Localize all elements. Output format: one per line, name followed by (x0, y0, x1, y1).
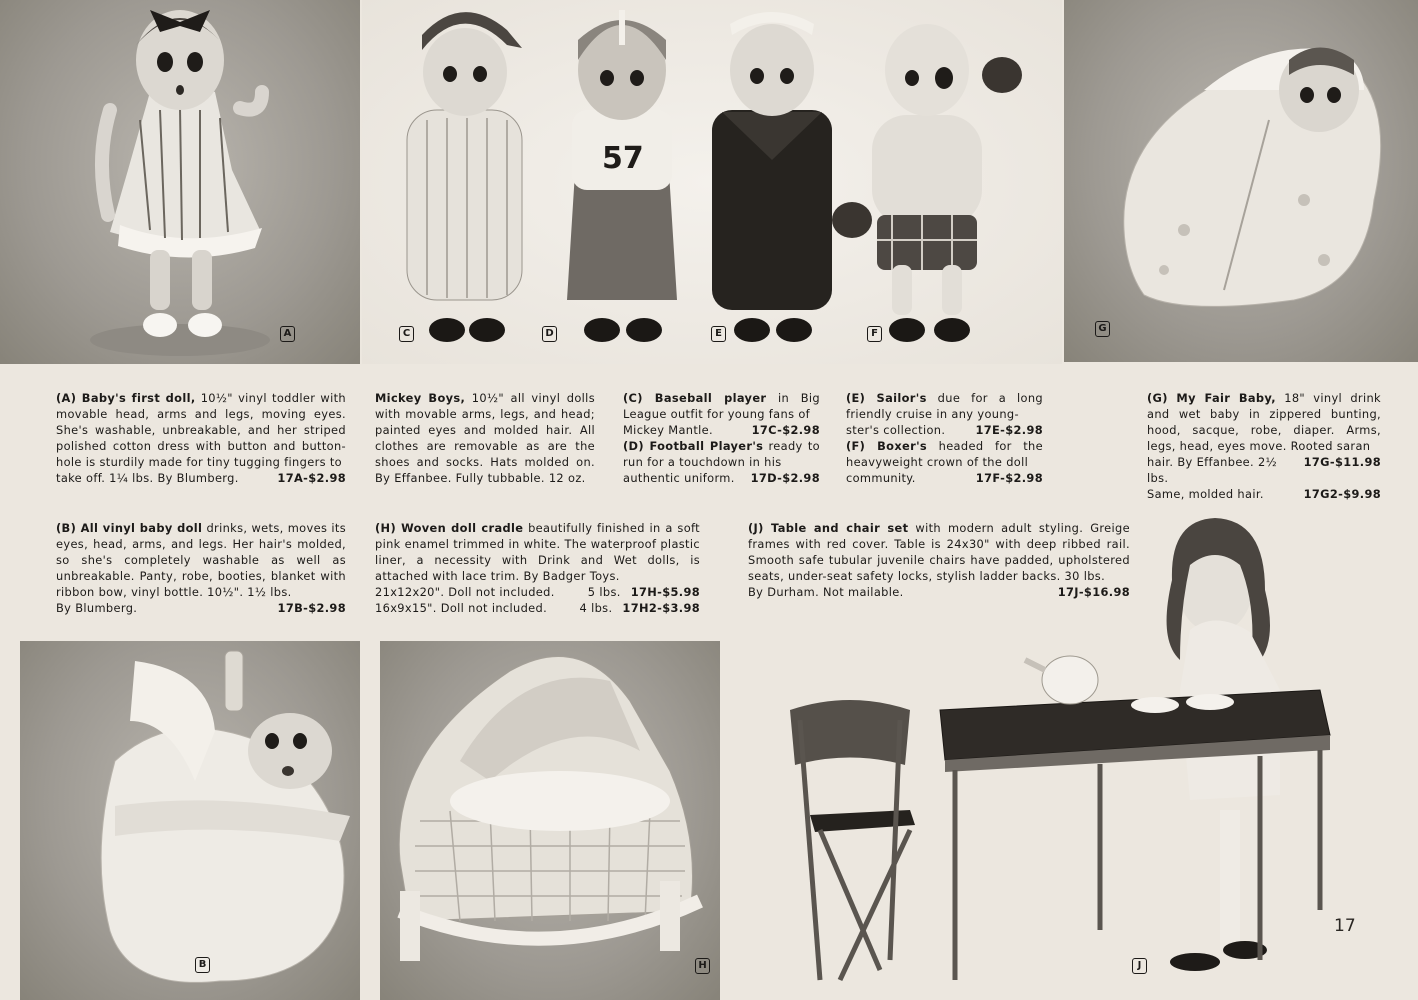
item-a-name: (A) Baby's first doll, (56, 391, 196, 405)
item-b-text: drinks, wets, moves its eyes, head, arms, and legs. Her hair's molded, so she's completely washable as well as unbreakable. Panty, robe, booties, blanket with ribbon bow, vinyl bottle. 10½". 1½ lbs. (56, 521, 346, 599)
item-e-text: due for a long friendly cruise in any young- (846, 391, 1043, 421)
item-f-price: 17F-$2.98 (975, 471, 1043, 485)
item-c-last-line: Mickey Mantle. (623, 423, 714, 437)
item-c-price: 17C-$2.98 (751, 423, 820, 437)
item-g-text: 18" vinyl drink and wet baby in zippered bunting, hood, sacque, robe, diaper. Arms, legs, head, eyes move. Rooted saran (1147, 391, 1381, 453)
item-e-price: 17E-$2.98 (975, 423, 1043, 437)
photo-tag-c: C (399, 326, 414, 342)
photo-mickey-boys (362, 0, 1062, 364)
item-d-text: ready to run for a touchdown in his (623, 439, 820, 469)
item-g-price: 17G-$11.98 (1303, 455, 1381, 469)
item-e-name: (E) Sailor's (846, 391, 927, 405)
item-f-text: headed for the heavyweight crown of the doll (846, 439, 1043, 469)
item-g-name: (G) My Fair Baby, (1147, 391, 1276, 405)
item-h-description (375, 520, 700, 616)
item-d-last-line: authentic uniform. (623, 471, 735, 485)
item-b-last-line: By Blumberg. (56, 601, 138, 615)
item-h-size-large: 21x12x20". Doll not included. (375, 585, 555, 599)
mickey-boys-name: Mickey Boys, (375, 391, 466, 405)
item-a-description (56, 390, 346, 486)
item-j-last-line: By Durham. Not mailable. (748, 585, 904, 599)
item-a-last-line: take off. 1¼ lbs. By Blumberg. (56, 471, 239, 485)
item-d-name: (D) Football Player's (623, 439, 764, 453)
mickey-boys-text: 10½" all vinyl dolls with movable arms, legs, and head; painted eyes and molded hair. All clothes are removable as are the shoes and socks. Hats molded on. By Effanbee. Fully tubbable. 12 oz. (375, 391, 595, 485)
item-g-description (1147, 390, 1381, 502)
photo-tag-h: H (695, 958, 710, 974)
item-g2-price: 17G2-$9.98 (1303, 487, 1381, 501)
photo-tag-j: J (1132, 958, 1147, 974)
item-f-last-line: community. (846, 471, 916, 485)
item-ef-description (846, 390, 1043, 486)
item-h-text: beautifully finished in a soft pink enamel trimmed in white. The waterproof plastic liner, a necessity with Drink and Wet dolls, is attached with lace trim. By Badger Toys. (375, 521, 700, 583)
page-number: 17 (1334, 916, 1356, 936)
item-h-price: 17H-$5.98 (630, 585, 700, 599)
item-j-name: (J) Table and chair set (748, 521, 909, 535)
item-g-last-line: hair. By Effanbee. 2½ lbs. (1147, 455, 1277, 485)
item-j-text: with modern adult styling. Greige frames with red cover. Table is 24x30" with deep ribbed rail. Smooth safe tubular juvenile chairs have padded, upholstered seats, under-seat safety locks, stylish ladder backs. 30 lbs. (748, 521, 1130, 583)
photo-tag-g: G (1095, 321, 1110, 337)
item-j-description (748, 520, 1130, 600)
photo-tag-a: A (280, 326, 295, 342)
photo-tag-f: F (867, 326, 882, 342)
item-c-name: (C) Baseball player (623, 391, 767, 405)
item-h-size-small: 16x9x15". Doll not included. (375, 601, 548, 615)
item-b-description (56, 520, 346, 616)
item-h-weight-small: 4 lbs. (579, 601, 613, 615)
item-a-price: 17A-$2.98 (277, 471, 346, 485)
item-f-name: (F) Boxer's (846, 439, 928, 453)
photo-vinyl-baby-doll (20, 641, 360, 1000)
item-g2-line: Same, molded hair. (1147, 487, 1264, 501)
photo-woven-cradle (380, 641, 720, 1000)
item-j-price: 17J-$16.98 (1057, 585, 1130, 599)
photo-tag-d: D (542, 326, 557, 342)
item-a-text: 10½" vinyl toddler with movable head, arms and legs, moving eyes. She's washable, unbreakable, and her striped polished cotton dress with button and button-hole is sturdily made for tiny tugging fingers to (56, 391, 346, 469)
mickey-boys-description (375, 390, 595, 486)
item-d-price: 17D-$2.98 (750, 471, 820, 485)
photo-bunting-baby (1064, 0, 1418, 362)
svg-text:57: 57 (602, 141, 644, 176)
item-b-price: 17B-$2.98 (277, 601, 346, 615)
photo-tag-b: B (195, 957, 210, 973)
item-b-name: (B) All vinyl baby doll (56, 521, 203, 535)
photo-tag-e: E (711, 326, 726, 342)
item-cd-description (623, 390, 820, 486)
item-h2-price: 17H2-$3.98 (622, 601, 700, 615)
item-h-name: (H) Woven doll cradle (375, 521, 524, 535)
item-e-last-line: ster's collection. (846, 423, 946, 437)
item-c-text: in Big League outfit for young fans of (623, 391, 820, 421)
photo-toddler-doll (0, 0, 360, 364)
item-h-weight-large: 5 lbs. (587, 585, 621, 599)
